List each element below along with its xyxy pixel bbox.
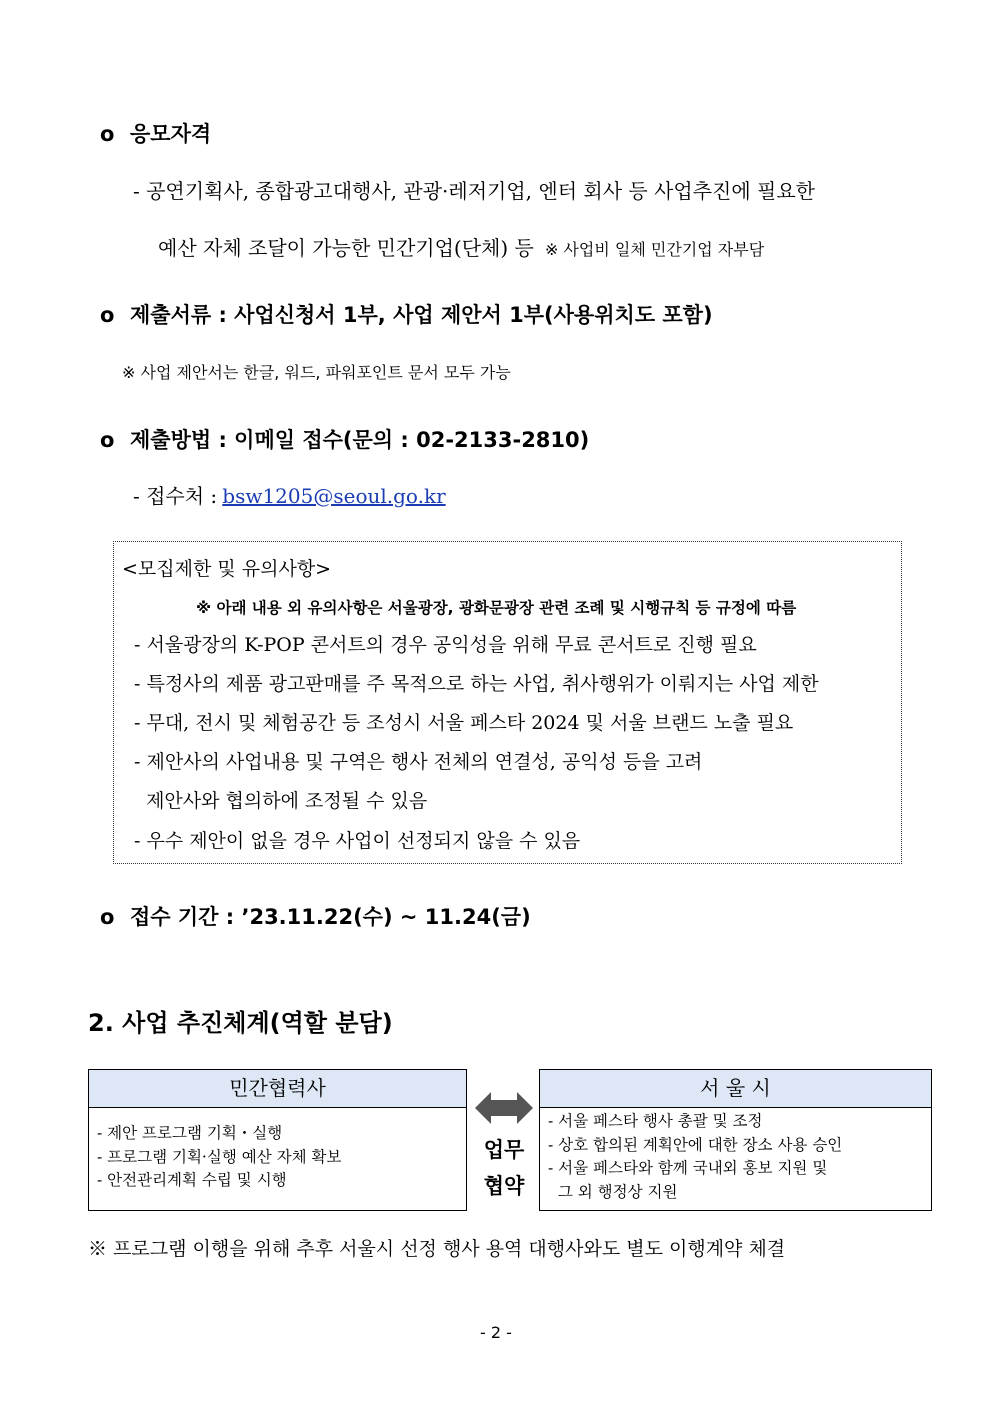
eligibility-note: ※ 사업비 일체 민간기업 자부담 xyxy=(544,240,765,259)
list-item: - 프로그램 기획·실행 예산 자체 확보 xyxy=(97,1147,342,1166)
notice-title: <모집제한 및 유의사항> xyxy=(122,558,332,580)
documents-heading xyxy=(100,299,713,329)
list-item: - 서울 페스타와 함께 국내외 홍보 지원 및 xyxy=(548,1159,828,1177)
double-arrow-icon xyxy=(475,1088,533,1128)
list-item: - 상호 합의된 계획안에 대한 장소 사용 승인 xyxy=(548,1135,843,1154)
eligibility-heading xyxy=(100,118,211,148)
notice-box xyxy=(113,541,902,864)
page-number: - 2 - xyxy=(480,1323,512,1342)
agreement-label-1: 업무 xyxy=(483,1137,525,1162)
notice-item: - 특정사의 제품 광고판매를 주 목적으로 하는 사업, 취사행위가 이뤄지는 사업 제한 xyxy=(134,673,819,695)
seoul-city-list xyxy=(540,1108,931,1210)
private-partner-list xyxy=(89,1108,466,1199)
agreement-label-2: 협약 xyxy=(483,1173,525,1198)
method-title: 제출방법 : 이메일 접수(문의 : 02-2133-2810) xyxy=(130,428,590,452)
eligibility-desc-2: 예산 자체 조달이 가능한 민간기업(단체) 등 xyxy=(158,236,534,260)
bullet-marker: o xyxy=(100,303,115,327)
seoul-city-header: 서 울 시 xyxy=(540,1070,931,1108)
period-title: 접수 기간 : ’23.11.22(수) ~ 11.24(금) xyxy=(130,905,531,929)
list-item: - 제안 프로그램 기획・실행 xyxy=(97,1124,283,1142)
seoul-city-box xyxy=(539,1069,932,1211)
notice-item: - 제안사의 사업내용 및 구역은 행사 전체의 연결성, 공익성 등을 고려 xyxy=(134,751,703,773)
list-item: - 서울 페스타 행사 총괄 및 조정 xyxy=(548,1112,763,1130)
method-label: - 접수처 : xyxy=(133,484,218,508)
bullet-marker: o xyxy=(100,428,115,452)
method-heading xyxy=(100,424,589,454)
section2-footnote: ※ 프로그램 이행을 위해 추후 서울시 선정 행사 용역 대행사와도 별도 이행계약 체결 xyxy=(88,1238,786,1260)
eligibility-title: 응모자격 xyxy=(130,122,212,146)
section2-title: 2. 사업 추진체계(역할 분담) xyxy=(88,1009,393,1037)
eligibility-desc-2-row xyxy=(158,232,764,261)
email-link[interactable]: bsw1205@seoul.go.kr xyxy=(222,484,446,508)
private-partner-box xyxy=(88,1069,467,1211)
eligibility-desc-1: - 공연기획사, 종합광고대행사, 관광·레저기업, 엔터 회사 등 사업추진에 필요한 xyxy=(133,179,815,203)
method-contact-row xyxy=(133,480,446,509)
period-heading xyxy=(100,901,531,931)
notice-item: - 우수 제안이 없을 경우 사업이 선정되지 않을 수 있음 xyxy=(134,830,581,852)
bullet-marker: o xyxy=(100,122,115,146)
notice-subnote: ※ 아래 내용 외 유의사항은 서울광장, 광화문광장 관련 조례 및 시행규칙 등 규정에 따름 xyxy=(196,599,797,617)
documents-title: 제출서류 : 사업신청서 1부, 사업 제안서 1부(사용위치도 포함) xyxy=(130,303,713,327)
private-partner-header: 민간협력사 xyxy=(89,1070,466,1108)
bullet-marker: o xyxy=(100,905,115,929)
notice-item: - 서울광장의 K-POP 콘서트의 경우 공익성을 위해 무료 콘서트로 진행 필요 xyxy=(134,634,757,656)
list-item: 그 외 행정상 지원 xyxy=(548,1182,678,1201)
list-item: - 안전관리계획 수립 및 시행 xyxy=(97,1171,287,1189)
notice-item: - 무대, 전시 및 체험공간 등 조성시 서울 페스타 2024 및 서울 브랜드 노출 필요 xyxy=(134,712,794,734)
documents-note: ※ 사업 제안서는 한글, 워드, 파워포인트 문서 모두 가능 xyxy=(122,363,511,382)
notice-item: 제안사와 협의하에 조정될 수 있음 xyxy=(134,790,428,812)
